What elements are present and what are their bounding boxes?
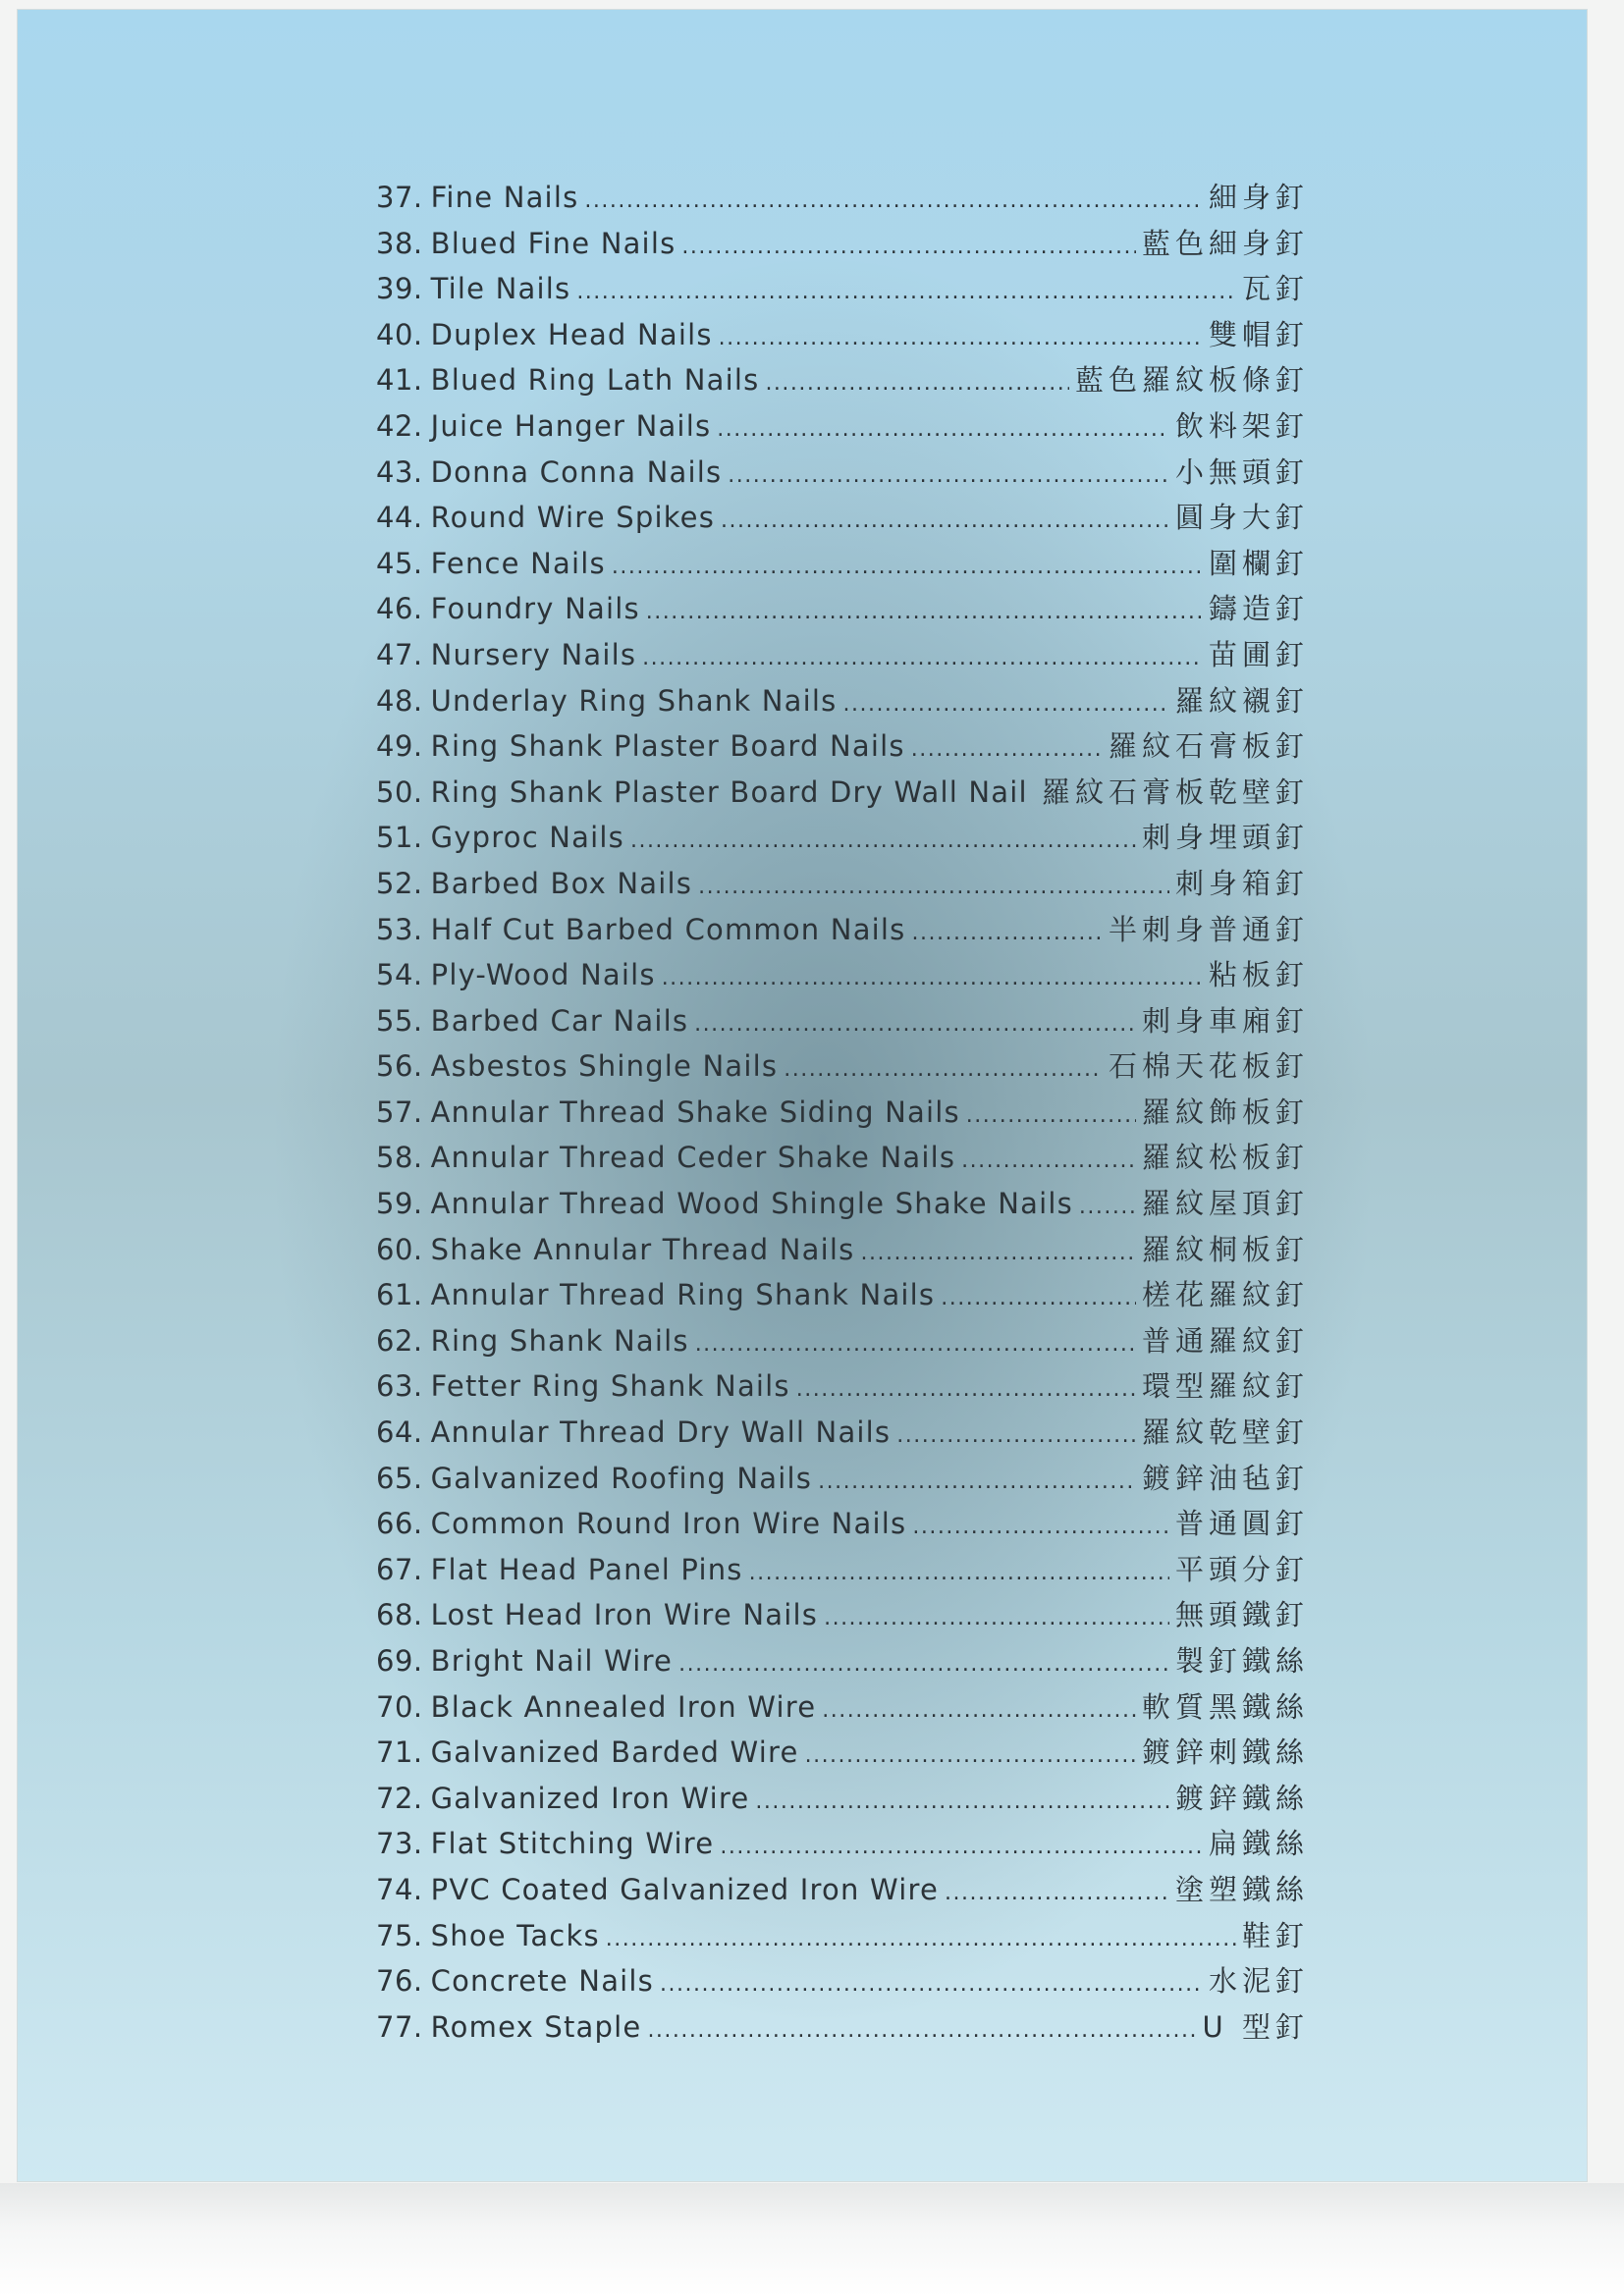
item-english-name: Shake Annular Thread Nails xyxy=(430,1232,855,1266)
item-english-name: Common Round Iron Wire Nails xyxy=(430,1507,907,1541)
list-item xyxy=(376,907,1309,953)
item-chinese-name: 平頭分釘 xyxy=(1174,1552,1309,1586)
item-chinese-name: 細身釘 xyxy=(1208,181,1309,214)
product-index-list xyxy=(376,175,1309,2050)
list-item xyxy=(376,1501,1309,1547)
item-number: 68. xyxy=(376,1598,423,1632)
list-item xyxy=(376,1227,1309,1273)
list-item xyxy=(376,632,1309,678)
dot-leader xyxy=(796,1363,1136,1414)
item-chinese-name: 普通羅紋釘 xyxy=(1141,1323,1309,1358)
item-english-name: Romex Staple xyxy=(430,2009,642,2044)
list-item xyxy=(376,586,1309,632)
item-english-name: Asbestos Shingle Nails xyxy=(430,1049,779,1084)
list-item xyxy=(376,1730,1309,1776)
item-english-name: Tile Nails xyxy=(430,272,571,306)
item-chinese-name: 鑄造釘 xyxy=(1208,592,1309,626)
list-item xyxy=(376,678,1309,724)
catalog-page xyxy=(18,10,1587,2181)
list-item xyxy=(376,1363,1309,1410)
dot-leader xyxy=(749,1547,1169,1597)
item-number: 69. xyxy=(376,1644,423,1678)
item-number: 56. xyxy=(376,1049,423,1084)
item-english-name: Galvanized Barded Wire xyxy=(430,1735,799,1770)
dot-leader xyxy=(1034,770,1036,820)
item-number: 46. xyxy=(376,592,423,626)
dot-leader xyxy=(728,450,1169,500)
dot-leader xyxy=(805,1730,1136,1780)
dot-leader xyxy=(606,1913,1236,1963)
dot-leader xyxy=(630,815,1136,865)
item-chinese-name: 軟質黑鐵絲 xyxy=(1141,1689,1309,1724)
item-chinese-name: 羅紋桐板釘 xyxy=(1141,1232,1309,1266)
item-number: 37. xyxy=(376,181,423,214)
list-item xyxy=(376,221,1309,267)
list-item xyxy=(376,2004,1309,2051)
dot-leader xyxy=(576,266,1236,316)
list-item xyxy=(376,1272,1309,1318)
item-english-name: Bright Nail Wire xyxy=(430,1644,674,1678)
list-item xyxy=(376,403,1309,450)
list-item xyxy=(376,998,1309,1044)
item-number: 66. xyxy=(376,1507,423,1541)
item-english-name: Annular Thread Dry Wall Nails xyxy=(430,1415,892,1450)
item-english-name: Duplex Head Nails xyxy=(430,317,713,351)
item-number: 45. xyxy=(376,546,423,580)
item-chinese-name: 羅紋石膏板乾壁釘 xyxy=(1041,774,1309,809)
dot-leader xyxy=(1079,1181,1136,1231)
item-number: 41. xyxy=(376,363,423,398)
dot-leader xyxy=(822,1684,1136,1735)
list-item xyxy=(376,312,1309,358)
list-item xyxy=(376,1090,1309,1136)
item-number: 40. xyxy=(376,317,423,351)
item-english-name: PVC Coated Galvanized Iron Wire xyxy=(430,1872,939,1906)
item-number: 52. xyxy=(376,866,423,900)
item-number: 55. xyxy=(376,1003,423,1038)
dot-leader xyxy=(860,1227,1136,1277)
item-english-name: Barbed Car Nails xyxy=(430,1003,689,1038)
list-item xyxy=(376,1318,1309,1364)
item-chinese-name: 普通圓釘 xyxy=(1174,1507,1309,1541)
item-english-name: Round Wire Spikes xyxy=(430,501,716,535)
item-number: 54. xyxy=(376,958,423,992)
item-english-name: Blued Ring Lath Nails xyxy=(430,363,760,398)
item-chinese-name: 製釘鐵絲 xyxy=(1174,1644,1309,1678)
item-english-name: Annular Thread Wood Shingle Shake Nails xyxy=(430,1187,1073,1221)
item-english-name: Black Annealed Iron Wire xyxy=(430,1689,817,1724)
dot-leader xyxy=(695,1318,1136,1368)
list-item xyxy=(376,450,1309,496)
item-number: 57. xyxy=(376,1095,423,1129)
dot-leader xyxy=(717,403,1169,454)
item-number: 38. xyxy=(376,226,423,260)
item-chinese-name: 粘板釘 xyxy=(1208,958,1309,992)
item-number: 62. xyxy=(376,1323,423,1358)
list-item xyxy=(376,1043,1309,1090)
list-item xyxy=(376,815,1309,861)
dot-leader xyxy=(584,175,1203,225)
item-english-name: Fence Nails xyxy=(430,546,606,580)
list-item xyxy=(376,1821,1309,1867)
list-item xyxy=(376,1958,1309,2004)
dot-leader xyxy=(678,1638,1169,1688)
list-item xyxy=(376,770,1309,816)
item-chinese-name: 羅紋石膏板釘 xyxy=(1108,729,1309,764)
dot-leader xyxy=(911,723,1103,774)
dot-leader xyxy=(721,495,1169,545)
item-number: 77. xyxy=(376,2009,423,2044)
dot-leader xyxy=(646,586,1203,636)
item-number: 59. xyxy=(376,1187,423,1221)
item-number: 53. xyxy=(376,912,423,946)
dot-leader xyxy=(694,998,1136,1048)
item-number: 43. xyxy=(376,454,423,489)
page-bottom-margin xyxy=(0,2183,1624,2296)
item-english-name: Galvanized Iron Wire xyxy=(430,1781,750,1815)
item-chinese-name: 羅紋飾板釘 xyxy=(1141,1095,1309,1129)
item-chinese-name: 苗圃釘 xyxy=(1208,637,1309,671)
item-english-name: Underlay Ring Shank Nails xyxy=(430,683,838,718)
dot-leader xyxy=(642,632,1203,682)
dot-leader xyxy=(647,2004,1196,2055)
item-number: 71. xyxy=(376,1735,423,1770)
item-english-name: Annular Thread Ceder Shake Nails xyxy=(430,1141,956,1175)
item-number: 64. xyxy=(376,1415,423,1450)
item-chinese-name: 水泥釘 xyxy=(1208,1964,1309,1999)
list-item xyxy=(376,495,1309,541)
list-item xyxy=(376,1547,1309,1593)
item-number: 48. xyxy=(376,683,423,718)
item-english-name: Ring Shank Plaster Board Nails xyxy=(430,729,905,764)
item-number: 42. xyxy=(376,408,423,443)
item-english-name: Lost Head Iron Wire Nails xyxy=(430,1598,819,1632)
item-chinese-name: 半刺身普通釘 xyxy=(1108,912,1309,946)
item-chinese-name: 圍欄釘 xyxy=(1208,546,1309,580)
item-number: 58. xyxy=(376,1141,423,1175)
item-chinese-name: 環型羅紋釘 xyxy=(1141,1369,1309,1404)
item-chinese-name: 扁鐵絲 xyxy=(1208,1827,1309,1861)
item-chinese-name: 鍍鋅鐵絲 xyxy=(1174,1781,1309,1815)
dot-leader xyxy=(941,1272,1136,1322)
item-number: 70. xyxy=(376,1689,423,1724)
list-item xyxy=(376,266,1309,312)
item-chinese-name: 飲料架釘 xyxy=(1174,408,1309,443)
dot-leader xyxy=(824,1592,1169,1642)
item-chinese-name: 鍍鋅刺鐵絲 xyxy=(1141,1735,1309,1770)
item-number: 72. xyxy=(376,1781,423,1815)
dot-leader xyxy=(660,1958,1203,2008)
dot-leader xyxy=(912,1501,1169,1551)
dot-leader xyxy=(818,1456,1136,1506)
dot-leader xyxy=(662,952,1203,1002)
item-english-name: Foundry Nails xyxy=(430,592,640,626)
dot-leader xyxy=(719,312,1203,362)
list-item xyxy=(376,541,1309,587)
item-chinese-name: 雙帽釘 xyxy=(1208,317,1309,351)
item-english-name: Ply-Wood Nails xyxy=(430,958,656,992)
list-item xyxy=(376,175,1309,221)
dot-leader xyxy=(842,678,1169,728)
item-english-name: Ring Shank Plaster Board Dry Wall Nail xyxy=(430,774,1028,809)
dot-leader xyxy=(784,1043,1103,1094)
list-item xyxy=(376,861,1309,907)
item-english-name: Fine Nails xyxy=(430,181,579,214)
list-item xyxy=(376,1776,1309,1822)
list-item xyxy=(376,1867,1309,1913)
item-chinese-name: 無頭鐵釘 xyxy=(1174,1598,1309,1632)
item-number: 73. xyxy=(376,1827,423,1861)
item-number: 50. xyxy=(376,774,423,809)
item-chinese-name: 刺身埋頭釘 xyxy=(1141,821,1309,855)
dot-leader xyxy=(755,1776,1169,1826)
dot-leader xyxy=(945,1867,1169,1917)
list-item xyxy=(376,1913,1309,1959)
dot-leader xyxy=(720,1821,1203,1871)
list-item xyxy=(376,723,1309,770)
item-english-name: Concrete Nails xyxy=(430,1964,654,1999)
item-chinese-name: 藍色細身釘 xyxy=(1141,226,1309,260)
item-chinese-name: U 型釘 xyxy=(1202,2009,1309,2044)
item-number: 47. xyxy=(376,637,423,671)
dot-leader xyxy=(966,1090,1136,1140)
item-chinese-name: 羅紋乾壁釘 xyxy=(1141,1415,1309,1450)
list-item xyxy=(376,1684,1309,1731)
item-number: 74. xyxy=(376,1872,423,1906)
item-english-name: Barbed Box Nails xyxy=(430,866,693,900)
item-chinese-name: 圓身大釘 xyxy=(1174,501,1309,535)
item-english-name: Donna Conna Nails xyxy=(430,454,723,489)
item-chinese-name: 鞋釘 xyxy=(1241,1918,1309,1952)
item-number: 75. xyxy=(376,1918,423,1952)
list-item xyxy=(376,1592,1309,1638)
item-chinese-name: 羅紋屋頂釘 xyxy=(1141,1187,1309,1221)
item-chinese-name: 刺身車廂釘 xyxy=(1141,1003,1309,1038)
item-english-name: Juice Hanger Nails xyxy=(430,408,712,443)
item-english-name: Nursery Nails xyxy=(430,637,637,671)
item-chinese-name: 羅紋襯釘 xyxy=(1174,683,1309,718)
item-english-name: Flat Stitching Wire xyxy=(430,1827,715,1861)
dot-leader xyxy=(681,221,1136,271)
item-chinese-name: 羅紋松板釘 xyxy=(1141,1141,1309,1175)
item-chinese-name: 小無頭釘 xyxy=(1174,454,1309,489)
list-item xyxy=(376,1135,1309,1181)
item-number: 63. xyxy=(376,1369,423,1404)
item-number: 65. xyxy=(376,1461,423,1495)
list-item xyxy=(376,357,1309,403)
item-english-name: Gyproc Nails xyxy=(430,821,624,855)
item-english-name: Blued Fine Nails xyxy=(430,226,677,260)
item-english-name: Shoe Tacks xyxy=(430,1918,600,1952)
item-chinese-name: 藍色羅紋板條釘 xyxy=(1074,363,1309,398)
item-english-name: Fetter Ring Shank Nails xyxy=(430,1369,790,1404)
list-item xyxy=(376,1638,1309,1684)
dot-leader xyxy=(765,357,1069,407)
item-english-name: Annular Thread Ring Shank Nails xyxy=(430,1278,936,1312)
item-chinese-name: 塗塑鐵絲 xyxy=(1174,1872,1309,1906)
list-item xyxy=(376,952,1309,998)
item-english-name: Annular Thread Shake Siding Nails xyxy=(430,1095,960,1129)
item-number: 61. xyxy=(376,1278,423,1312)
list-item xyxy=(376,1410,1309,1456)
item-number: 51. xyxy=(376,821,423,855)
dot-leader xyxy=(896,1410,1136,1460)
item-number: 44. xyxy=(376,501,423,535)
list-item xyxy=(376,1456,1309,1502)
dot-leader xyxy=(698,861,1169,911)
item-chinese-name: 刺身箱釘 xyxy=(1174,866,1309,900)
item-chinese-name: 槎花羅紋釘 xyxy=(1141,1278,1309,1312)
item-chinese-name: 石棉天花板釘 xyxy=(1108,1049,1309,1084)
item-number: 76. xyxy=(376,1964,423,1999)
dot-leader xyxy=(612,541,1203,591)
dot-leader xyxy=(961,1135,1136,1185)
item-english-name: Ring Shank Nails xyxy=(430,1323,689,1358)
item-number: 67. xyxy=(376,1552,423,1586)
item-number: 60. xyxy=(376,1232,423,1266)
item-english-name: Galvanized Roofing Nails xyxy=(430,1461,813,1495)
item-number: 49. xyxy=(376,729,423,764)
item-chinese-name: 鍍鋅油毡釘 xyxy=(1141,1461,1309,1495)
item-english-name: Half Cut Barbed Common Nails xyxy=(430,912,906,946)
item-english-name: Flat Head Panel Pins xyxy=(430,1552,743,1586)
dot-leader xyxy=(912,907,1103,957)
item-number: 39. xyxy=(376,272,423,306)
list-item xyxy=(376,1181,1309,1227)
item-chinese-name: 瓦釘 xyxy=(1241,272,1309,306)
